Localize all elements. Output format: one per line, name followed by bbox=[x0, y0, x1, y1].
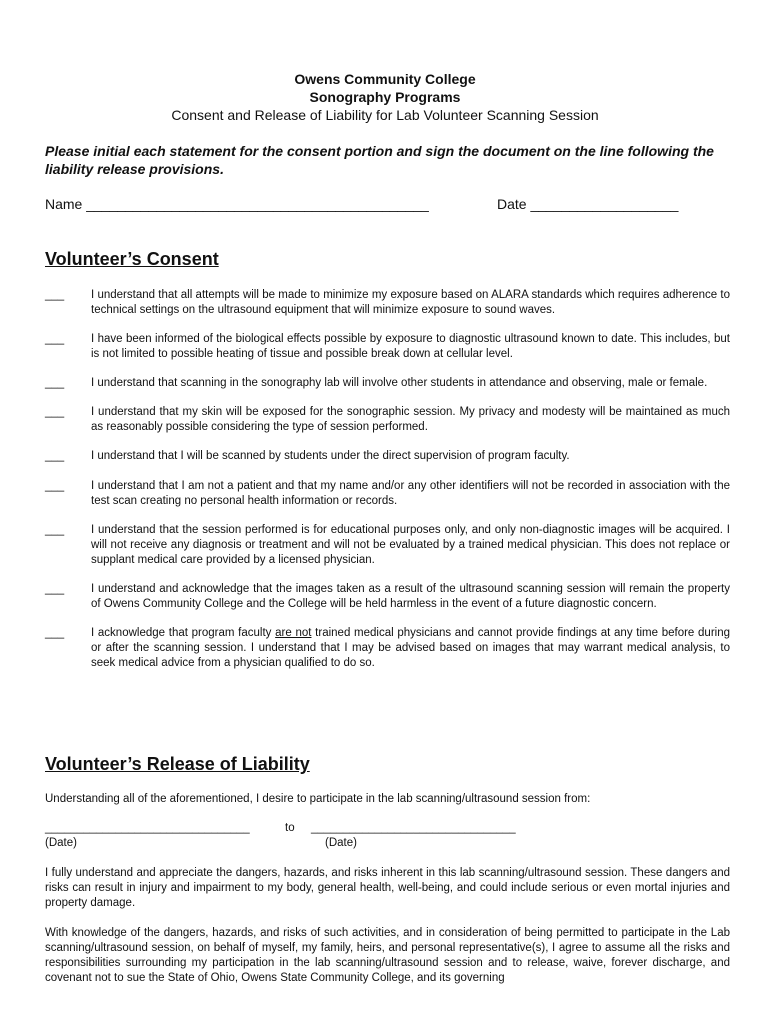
to-label: to bbox=[285, 822, 295, 834]
consent-item bbox=[45, 288, 730, 318]
consent-text: I understand that I will be scanned by students under the direct supervision of program faculty. bbox=[91, 450, 570, 462]
initial-blank: ___ bbox=[45, 333, 65, 345]
initial-blank: ___ bbox=[45, 289, 65, 301]
consent-text: I understand and acknowledge that the images taken as a result of the ultrasound scanning session will remain the property of Owens Community College and the College will be held harmless in the event of a future diagnostic concern. bbox=[91, 583, 730, 610]
underlined-are-not: are not bbox=[275, 627, 312, 639]
consent-item bbox=[45, 449, 730, 464]
end-date-label: (Date) bbox=[325, 837, 357, 849]
start-date-blank: ________________________________ bbox=[45, 822, 250, 834]
release-paragraph-2: With knowledge of the dangers, hazards, and risks of such activities, and in consideration of being permitted to participate in the Lab scanning/ultrasound session, on behalf of myself, my family, heirs, and personal representative(s), I agree to assume all the risks and responsibilities surrounding my participation in the lab scanning/ultrasound session and to release, waive, forever discharge, and covenant not to sue the State of Ohio, Owens State Community College, and its governing bbox=[45, 927, 730, 984]
consent-item bbox=[45, 582, 730, 612]
release-heading: Volunteer’s Release of Liability bbox=[45, 754, 310, 774]
release-paragraph-1: I fully understand and appreciate the dangers, hazards, and risks inherent in this lab scanning/ultrasound session. These dangers and risks can result in injury and impairment to my body, general health, well-being, and could include serious or even mortal injuries and property damage. bbox=[45, 867, 730, 909]
consent-text: I understand that the session performed is for educational purposes only, and only non-diagnostic images will be acquired. I will not receive any diagnosis or treatment and will not be evaluated by a trained medical physician. This does not replace or supplant medical care provided by a licensed physician. bbox=[91, 524, 730, 566]
consent-item bbox=[45, 405, 730, 435]
instructions: Please initial each statement for the consent portion and sign the document on the line following the liability release provisions. bbox=[45, 143, 714, 177]
consent-text: I understand that I am not a patient and that my name and/or any other identifiers will not be recorded in association with the test scan creating no personal health information or records. bbox=[91, 480, 730, 507]
consent-item bbox=[45, 523, 730, 568]
consent-text: I acknowledge that program faculty are not trained medical physicians and cannot provide findings at any time before during or after the scanning session. I understand that I may be advised based on images that may warrant medical analysis, to seek medical advice from a physician qualified to do so. bbox=[91, 627, 731, 669]
program-name: Sonography Programs bbox=[309, 89, 461, 105]
initial-blank: ___ bbox=[45, 480, 65, 492]
date-line: Date ___________________ bbox=[497, 196, 679, 212]
form-title: Consent and Release of Liability for Lab Volunteer Scanning Session bbox=[171, 107, 599, 123]
initial-blank: ___ bbox=[45, 583, 65, 595]
consent-list bbox=[45, 288, 730, 671]
consent-heading: Volunteer’s Consent bbox=[45, 249, 219, 269]
initial-blank: ___ bbox=[45, 524, 65, 536]
consent-item bbox=[45, 376, 730, 391]
consent-text: I understand that my skin will be exposed for the sonographic session. My privacy and modesty will be maintained as much as reasonably possible considering the type of session performed. bbox=[91, 406, 730, 433]
name-line: Name ____________________________________________ bbox=[45, 196, 429, 212]
initial-blank: ___ bbox=[45, 377, 65, 389]
consent-text: I understand that scanning in the sonography lab will involve other students in attendance and observing, male or female. bbox=[91, 377, 708, 389]
release-intro: Understanding all of the aforementioned, I desire to participate in the lab scanning/ultrasound session from: bbox=[45, 793, 591, 805]
consent-text: I have been informed of the biological effects possible by exposure to diagnostic ultrasound known to date. This includes, but is not limited to possible heating of tissue and possible break down at cellular level. bbox=[91, 333, 730, 360]
consent-item bbox=[45, 479, 730, 509]
consent-text: I understand that all attempts will be made to minimize my exposure based on ALARA standards which requires adherence to technical settings on the ultrasound equipment that will minimize exposure to sound waves. bbox=[91, 289, 730, 316]
start-date-label: (Date) bbox=[45, 837, 77, 849]
initial-blank: ___ bbox=[45, 627, 65, 639]
name-date-row bbox=[45, 196, 735, 212]
initial-blank: ___ bbox=[45, 450, 65, 462]
initial-blank: ___ bbox=[45, 406, 65, 418]
end-date-blank: ________________________________ bbox=[311, 822, 516, 834]
consent-item bbox=[45, 332, 730, 362]
document-header bbox=[0, 70, 770, 124]
college-name: Owens Community College bbox=[294, 71, 476, 87]
consent-item bbox=[45, 626, 730, 671]
